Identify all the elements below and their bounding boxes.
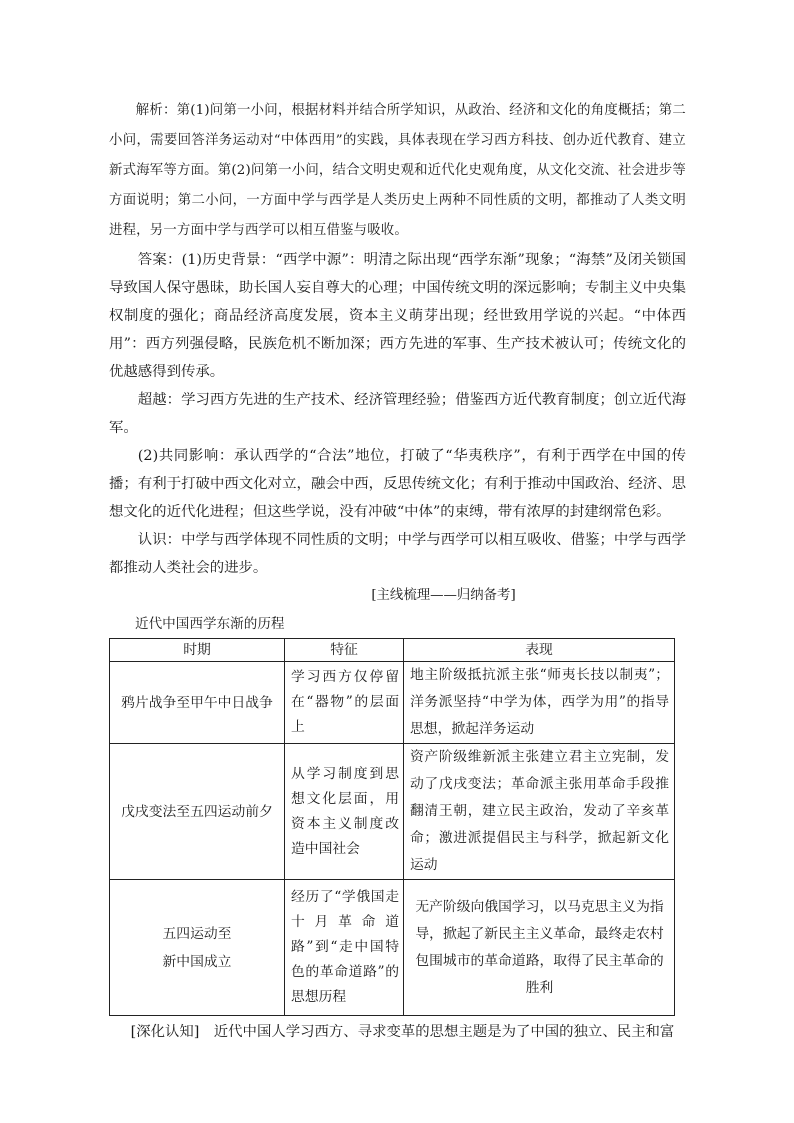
table-row [110, 662, 675, 744]
row-period: 鸦片战争至甲午中日战争 [110, 662, 285, 744]
row-performance: 地主阶级抵抗派主张“师夷长技以制夷”；洋务派坚持“中学为体，西学为用”的指导思想，掀起洋务运动 [404, 662, 675, 744]
row-period [110, 880, 285, 1016]
table-row [110, 880, 675, 1016]
table-caption: 近代中国西学东渐的历程 [135, 616, 285, 632]
table-row [110, 744, 675, 880]
answer-understanding-paragraph: 认识：中学与西学体现不同性质的文明；中学与西学可以相互吸收、借鉴；中学与西学都推动人类社会的进步。 [109, 532, 686, 576]
row-feature: 从学习制度到思想文化层面，用资本主义制度改造中国社会 [285, 744, 404, 880]
answer-influence-paragraph: (2)共同影响：承认西学的“合法”地位，打破了“华夷秩序”，有利于西学在中国的传播；有利于打破中西文化对立，融会中西，反思传统文化；有利于推动中国政治、经济、思想文化的近代化进程；但这些学说，没有冲破“中体”的束缚，带有浓厚的封建纲常色彩。 [109, 448, 686, 520]
explanation-paragraph: 解析：第(1)问第一小问，根据材料并结合所学知识，从政治、经济和文化的角度概括；第二小问，需要回答洋务运动对“中体西用”的实践，具体表现在学习西方科技、创办近代教育、建立新式海军等方面。第(2)问第一小问，结合文明史观和近代化史观角度，从文化交流、社会进步等方面说明；第二小问，一方面中学与西学是人类历史上两种不同性质的文明，都推动了人类文明进程，另一方面中学与西学可以相互借鉴与吸收。 [109, 103, 686, 238]
section-title: [主线梳理——归纳备考] [371, 588, 516, 603]
page-content [109, 96, 686, 1046]
history-table [109, 638, 675, 1016]
header-feature: 特征 [285, 639, 404, 662]
row-performance: 无产阶级向俄国学习，以马克思主义为指导，掀起了新民主主义革命，最终走农村包围城市的革命道路，取得了民主革命的胜利 [404, 880, 675, 1016]
answer-background-paragraph: 答案：(1)历史背景：“西学中源”：明清之际出现“西学东渐”现象；“海禁”及闭关锁国导致国人保守愚昧，助长国人妄自尊大的心理；中国传统文明的深远影响；专制主义中央集权制度的强化；商品经济高度发展，资本主义萌芽出现；经世致用学说的兴起。“中体西用”：西方列强侵略，民族危机不断加深；西方先进的军事、生产技术被认可；传统文化的优越感得到传承。 [109, 252, 686, 380]
row-period-line: 五四运动至 [162, 925, 232, 942]
row-period: 戊戌变法至五四运动前夕 [110, 744, 285, 880]
row-performance: 资产阶级维新派主张建立君主立宪制，发动了戊戌变法；革命派主张用革命手段推翻清王朝，建立民主政治，发动了辛亥革命；激进派提倡民主与科学，掀起新文化运动 [404, 744, 675, 880]
header-performance: 表现 [404, 639, 675, 662]
row-feature: 学习西方仅停留在“器物”的层面上 [285, 662, 404, 744]
row-feature: 经历了“学俄国走十月革命道路”到“走中国特色的革命道路”的思想历程 [285, 880, 404, 1016]
answer-surpass-paragraph: 超越：学习西方先进的生产技术、经济管理经验；借鉴西方近代教育制度；创立近代海军。 [109, 392, 686, 436]
deepen-paragraph: [深化认知] 近代中国人学习西方、寻求变革的思想主题是为了中国的独立、民主和富 [130, 1024, 675, 1040]
row-period-line: 新中国成立 [162, 953, 232, 970]
table-header-row [110, 639, 675, 662]
header-period: 时期 [110, 639, 285, 662]
